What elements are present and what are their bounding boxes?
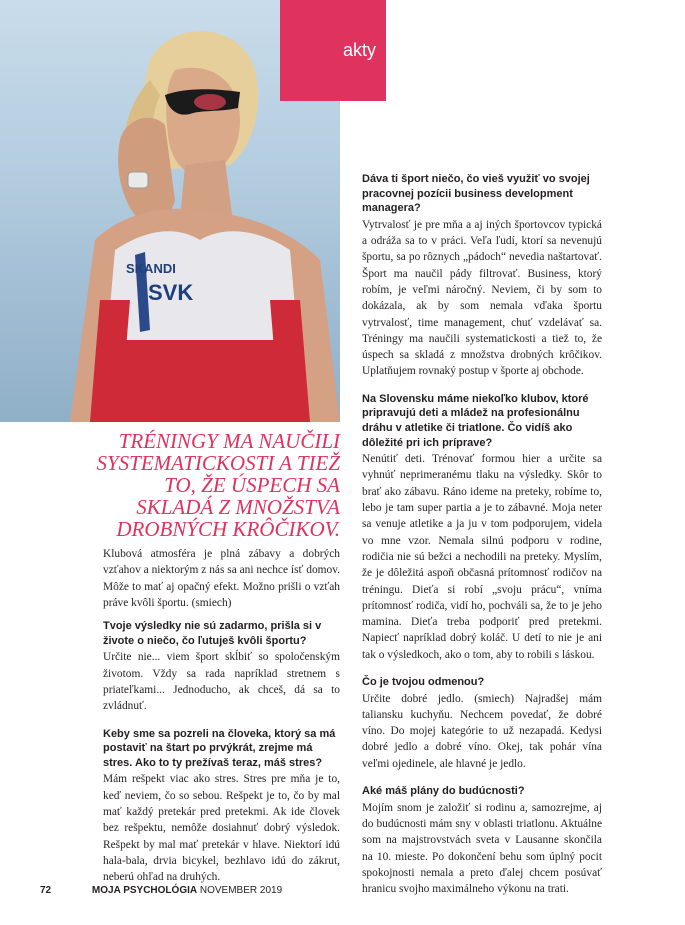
answer: Mám rešpekt viac ako stres. Stres pre mňa je to, keď neviem, čo so sebou. Rešpekt je to, čo by mal mať každý pretekár pred pretekmi. Ak ide človek bez rešpektu, nemôže dosiahnuť dobrý výsledok. Rešpekt by mal mať pretekár v hlave. Niektorí idú hala-bala, drvia bicykel, bezhlavo idú do zákrut, neberú ohľad na druhých. xyxy=(103,773,340,884)
answer: Určite dobré jedlo. (smiech) Najradšej mám taliansku kuchyňu. Nechcem povedať, že dobré víno. Do mojej kategórie to už nezapadá. Kedysi dobré jedlo a dobré víno. Okej, tak pohár vína veľmi ojedinele, ale hlavné je jedlo. xyxy=(362,692,602,770)
question: Na Slovensku máme niekoľko klubov, ktoré pripravujú deti a mládež na profesionálnu dráhu v atletike či triatlone. Čo vidíš ako dôležité pri ich príprave? xyxy=(362,392,589,449)
magazine-name: MOJA PSYCHOLÓGIA xyxy=(91,885,198,896)
answer: Mojím snom je založiť si rodinu a, samozrejme, aj do budúcnosti mám sny v oblasti triatlonu. Aktuálne som na majstrovstvách sveta v Lausanne skončila na 10. mieste. Po dokončení behu som úplný pocit spokojnosti nemala a preto ďalej chcem posúvať hranicu svojho maximálneho výkonu na trati. xyxy=(362,801,602,896)
section-tag-label: akty xyxy=(342,40,376,60)
jersey-brand: SKANDI xyxy=(126,261,176,276)
question: Aké máš plány do budúcnosti? xyxy=(362,785,525,798)
right-column xyxy=(362,172,602,909)
question: Tvoje výsledky nie sú zadarmo, prišla si v živote o niečo, čo ľutuješ kvôli športu? xyxy=(103,620,322,647)
question: Keby sme sa pozreli na človeka, ktorý sa má postaviť na štart po prvýkrát, zrejme má stres. Ako to ty prežívaš teraz, máš stres? xyxy=(103,727,336,769)
question: Dáva ti šport niečo, čo vieš využiť vo svojej pracovnej pozícii business development managera? xyxy=(362,173,590,215)
intro-paragraph: Klubová atmosféra je plná zábavy a dobrých vzťahov a niektorým z nás sa ani nechce ísť domov. Môže to mať aj opačný efekt. Možno prišli o vzťah práve kvôli športu. (smiech) xyxy=(103,548,340,609)
pull-quote: TRÉNINGY MA NAUČILI SYSTEMATICKOSTI A TIEŽ TO, ŽE ÚSPECH SA SKLADÁ Z MNOŽSTVA DROBNÝCH KRÔČIKOV. xyxy=(96,429,340,541)
page-footer xyxy=(40,885,282,896)
answer: Vytrvalosť je pre mňa a aj iných športovcov typická a odráža sa to v práci. Veľa ľudí, ktorí sa nevenujú športu, sa po rôznych „pádoch“ nevedia naštartovať. Šport ma naučil pády filtrovať. Business, ktorý robím, je veľmi náročný. Neviem, či by som to dokázala, ak by som nemala vďaka športu vytrvalosť, time management, chuť vzdelávať sa. Tréningy ma naučili systematickosti a tiež to, že úspech sa skladá z množstva drobných krôčikov. Uplatňujem rovnaký postup v športe aj obchode. xyxy=(362,218,602,378)
issue-date: NOVEMBER 2019 xyxy=(199,885,283,896)
section-tag xyxy=(280,0,386,101)
page-number: 72 xyxy=(40,885,52,896)
answer: Určite nie... viem šport skĺbiť so spoločenským životom. Vždy sa rada napríklad stretnem s priateľkami... Jednoducho, ak chceš, dá sa to zvládnuť. xyxy=(103,651,340,713)
answer: Nenútiť deti. Trénovať formou hier a určite sa vyhnúť neprimeranému tlaku na výsledky. Skôr to brať ako zábavu. Ráno ideme na preteky, robíme to, lebo je tam super partia a je to zábavné. Moja neter sa venuje atletike a ja ju v tom podporujem, videla vo mne vzor. Nemala silnú podporu v rodine, rodičia nie sú bežci a nechodili na preteky. Myslím, že je dôležitá aspoň občasná prítomnosť rodičov na tréningu. Dieťa si robí „svoju prácu“, vníma prítomnosť rodiča, vidí ho, pochváli sa, že to je jeho mamina. Dieťa treba podporiť pred pretekmi. Napiecť napríklad dobrý koláč. U detí to nie je ani tak o výsledkoch, ako o tom, aby to robili s láskou. xyxy=(362,453,602,661)
jersey-country: SVK xyxy=(148,280,194,305)
question: Čo je tvojou odmenou? xyxy=(362,675,485,688)
left-column xyxy=(103,546,340,897)
